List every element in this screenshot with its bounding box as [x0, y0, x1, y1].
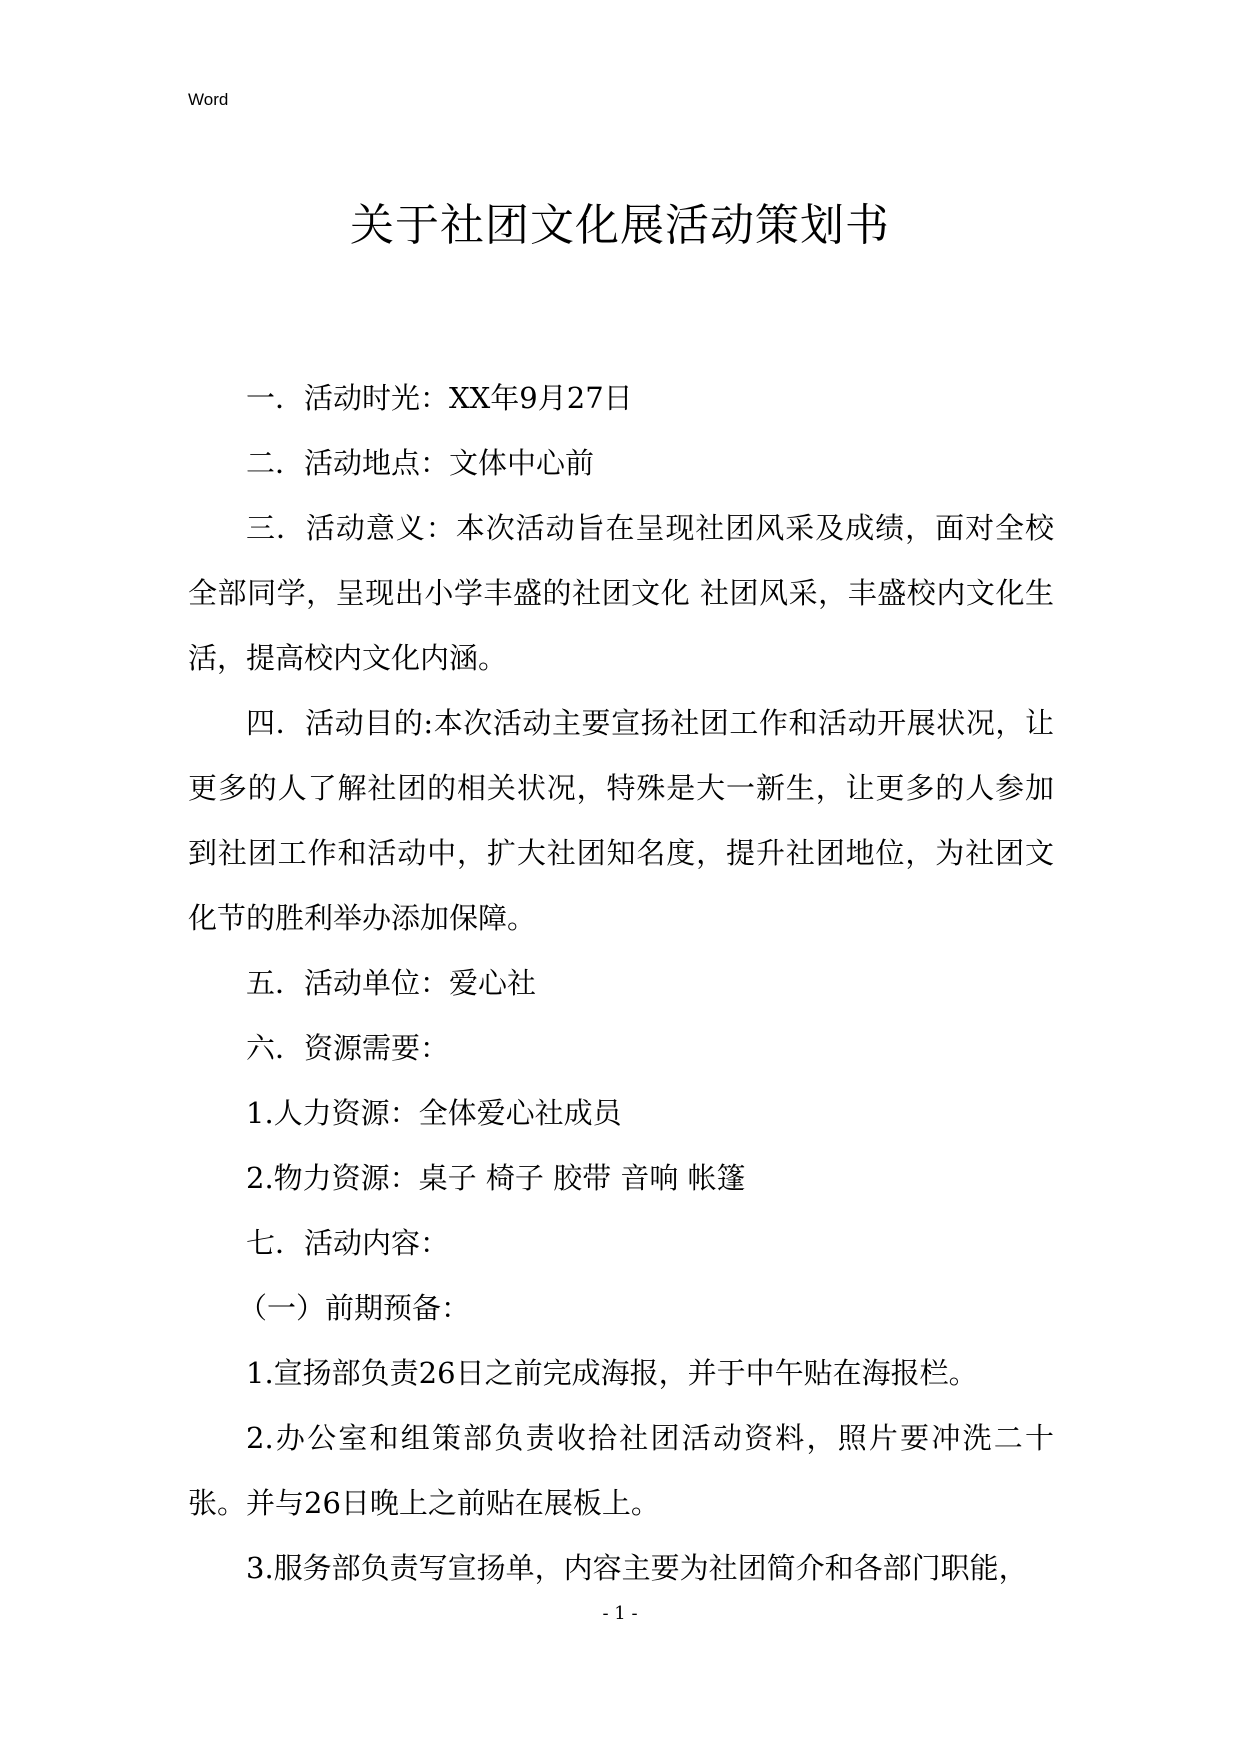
document-body [188, 366, 1054, 1601]
paragraph-preparation: （一）前期预备： [238, 1291, 471, 1325]
paragraph-activity-unit: 五．活动单位：爱心社 [246, 966, 537, 1000]
paragraph-activity-content: 七．活动内容： [246, 1226, 450, 1260]
paragraph-material-resources: 2.物力资源：桌子 椅子 胶带 音响 帐篷 [246, 1161, 746, 1195]
header-label: Word [188, 90, 229, 109]
paragraph-activity-purpose: 四．活动目的:本次活动主要宣扬社团工作和活动开展状况，让更多的人了解社团的相关状况，特殊是大一新生，让更多的人参加到社团工作和活动中，扩大社团知名度，提升社团地位，为社团文化节的胜利举办添加保障。 [188, 706, 1054, 935]
document-title: 关于社团文化展活动策划书 [350, 200, 890, 251]
page-number: - 1 - [602, 1603, 638, 1624]
paragraph-task-publicity: 1.宣扬部负责26日之前完成海报，并于中午贴在海报栏。 [246, 1356, 978, 1390]
paragraph-activity-time: 一．活动时光：XX年9月27日 [246, 381, 633, 415]
paragraph-task-office: 2.办公室和组策部负责收拾社团活动资料，照片要冲洗二十张。并与26日晚上之前贴在展板上。 [188, 1421, 1054, 1520]
paragraph-activity-location: 二．活动地点：文体中心前 [246, 446, 595, 480]
paragraph-human-resources: 1.人力资源：全体爱心社成员 [246, 1096, 622, 1130]
paragraph-activity-significance: 三．活动意义：本次活动旨在呈现社团风采及成绩，面对全校全部同学，呈现出小学丰盛的社团文化 社团风采，丰盛校内文化生活，提高校内文化内涵。 [188, 511, 1054, 675]
paragraph-resource-needs: 六．资源需要： [246, 1031, 450, 1065]
paragraph-task-service: 3.服务部负责写宣扬单，内容主要为社团简介和各部门职能， [246, 1551, 1028, 1585]
